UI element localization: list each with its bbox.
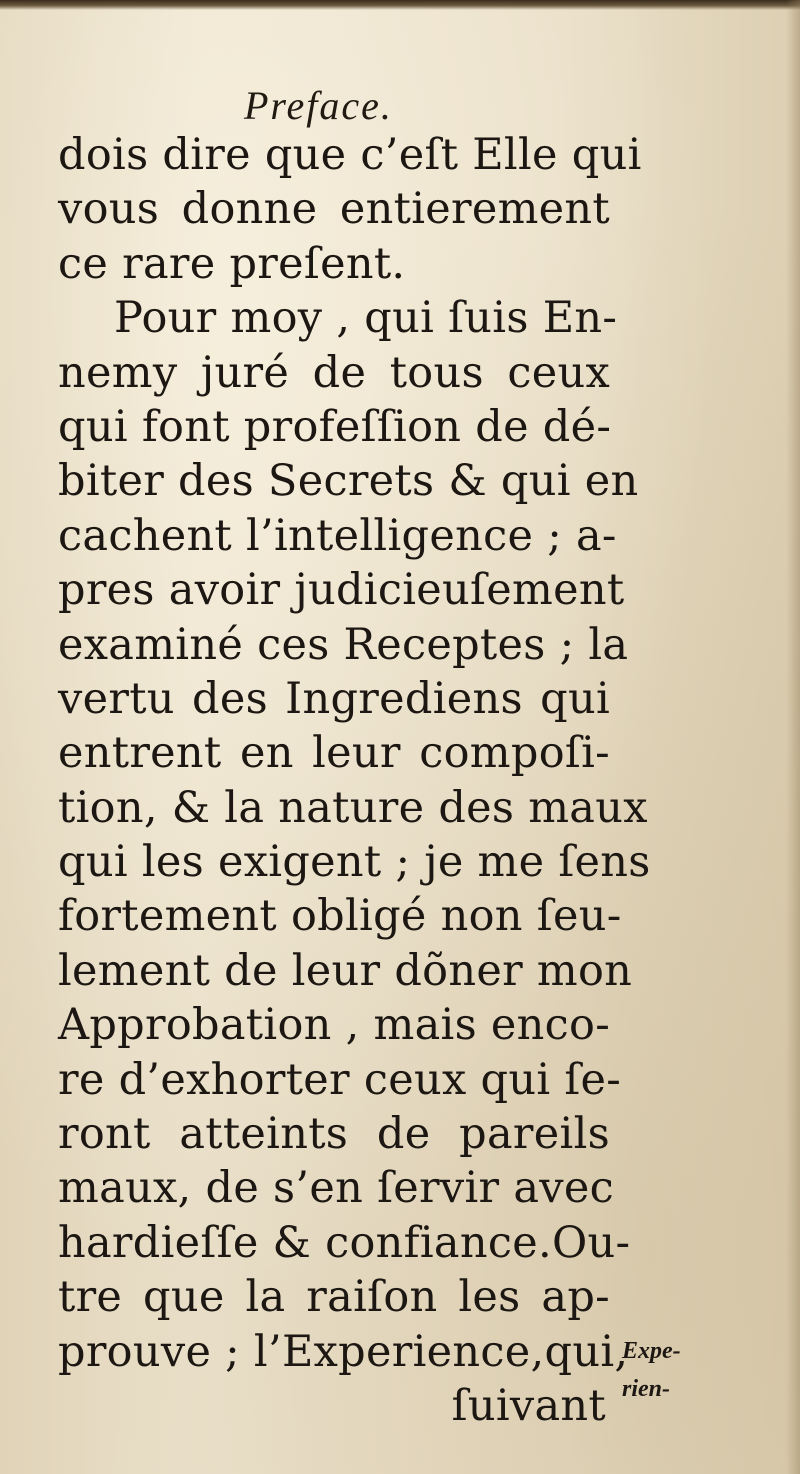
text-line: ront atteints de pareils [58, 1109, 610, 1160]
text-line: qui font profeſſion de dé- [58, 401, 612, 452]
text-line: vertu des Ingrediens qui [58, 673, 610, 724]
text-line: entrent en leur compoſi- [58, 728, 610, 779]
text-line: hardieſſe & confiance.Ou- [58, 1217, 631, 1268]
margin-note-line-1: Expe- [622, 1338, 681, 1364]
running-head: Preface. [244, 83, 393, 128]
text-line: examiné ces Receptes ; la [58, 619, 629, 670]
text-line: cachent l’intelligence ; a- [58, 510, 617, 561]
text-line: qui les exigent ; je me ſens [58, 837, 651, 888]
page-right-edge-shadow [786, 0, 800, 1474]
text-line: tion, & la nature des maux [58, 782, 648, 833]
body-text [58, 128, 651, 1433]
text-line: vous donne entierement [58, 184, 610, 235]
text-line: maux, de s’en ſervir avec [58, 1163, 615, 1214]
text-line: Pour moy , qui ſuis En- [114, 293, 618, 344]
text-line: biter des Secrets & qui en [58, 456, 639, 507]
text-line: Approbation , mais enco- [58, 1000, 611, 1051]
text-line: ce rare preſent. [58, 238, 406, 289]
text-line: lement de leur dõner mon [58, 945, 633, 996]
text-line: re d’exhorter ceux qui ſe- [58, 1054, 622, 1105]
text-line: fortement obligé non ſeu- [58, 891, 622, 942]
text-line: nemy juré de tous ceux [58, 347, 610, 398]
margin-note-line-2: rien- [622, 1376, 670, 1402]
text-line: prouve ; l’Experience,qui, [58, 1326, 629, 1377]
text-line: tre que la raiſon les ap- [58, 1272, 610, 1323]
text-line: dois dire que c’eſt Elle qui [58, 130, 642, 180]
text-line: pres avoir judicieuſement [58, 565, 625, 616]
catchword: ſuivant [451, 1380, 606, 1431]
page-top-edge [0, 0, 800, 10]
